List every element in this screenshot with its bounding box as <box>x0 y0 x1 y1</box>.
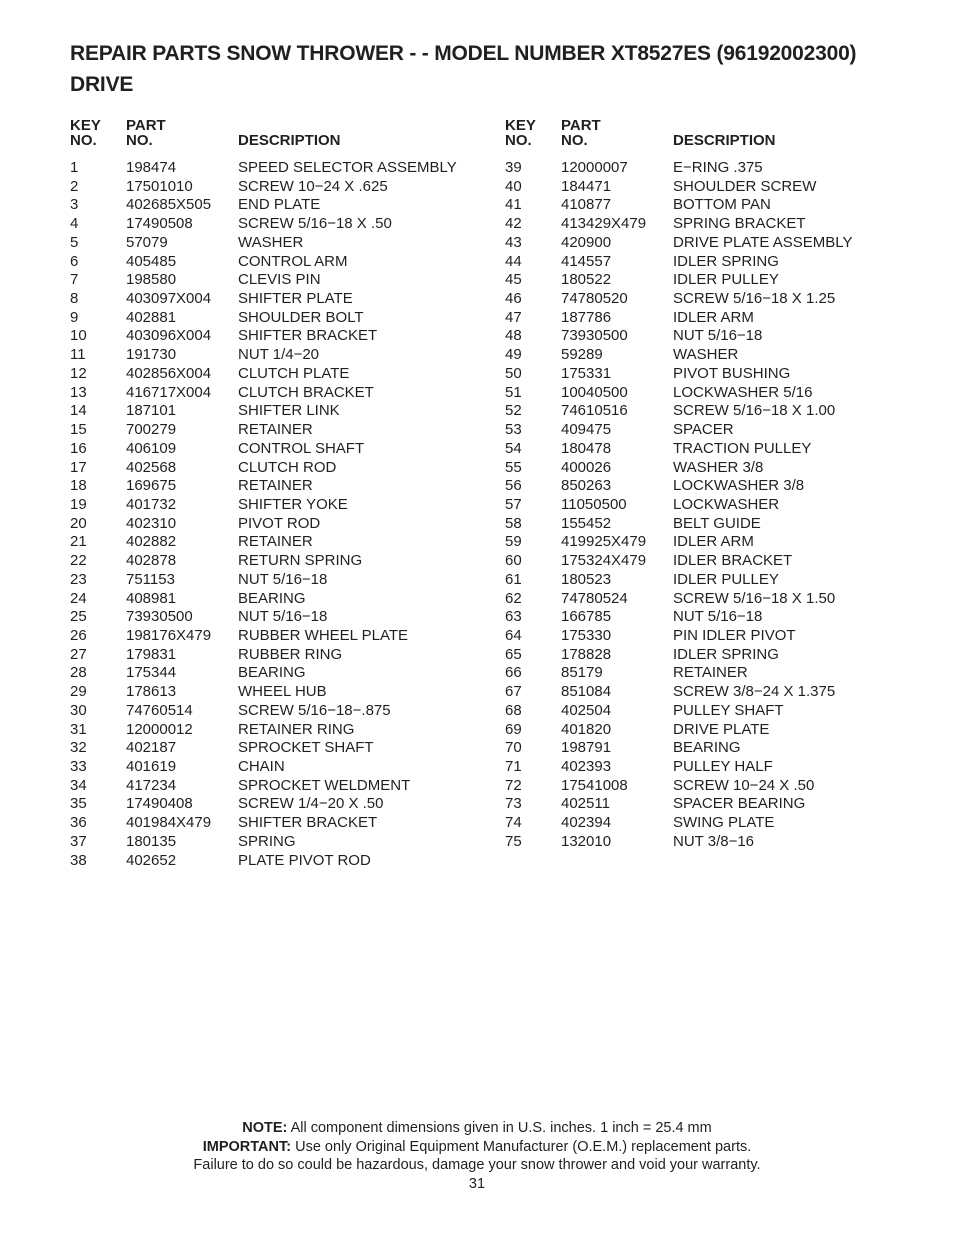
key-no-cell: 68 <box>505 701 522 719</box>
description-cell: SPACER BEARING <box>673 795 806 813</box>
key-no-cell: 75 <box>505 832 522 850</box>
description-cell: SWING PLATE <box>673 814 775 832</box>
key-no-header <box>505 118 536 148</box>
description-cell: PLATE PIVOT ROD <box>238 851 371 869</box>
page-number: 31 <box>468 1176 486 1193</box>
part-no-cell: 401732 <box>126 495 177 513</box>
description-cell: RETAINER <box>673 664 748 682</box>
description-cell: PIVOT BUSHING <box>673 364 791 382</box>
description-cell: CLUTCH BRACKET <box>238 383 374 401</box>
description-cell: CONTROL ARM <box>238 252 348 270</box>
description-cell: BEARING <box>238 589 306 607</box>
part-no-cell: 401984X479 <box>126 814 212 832</box>
part-no-cell: 401820 <box>561 720 612 738</box>
description-cell: DRIVE PLATE <box>673 720 770 738</box>
part-no-cell: 402878 <box>126 552 177 570</box>
part-no-cell: 74780524 <box>561 589 628 607</box>
key-no-cell: 69 <box>505 720 522 738</box>
description-cell: SPRING <box>238 832 296 850</box>
description-cell: SHIFTER BRACKET <box>238 327 378 345</box>
part-no-cell: 17490408 <box>126 795 193 813</box>
part-no-cell: 155452 <box>561 514 612 532</box>
page-footer <box>0 1119 954 1194</box>
key-no-cell: 44 <box>505 252 522 270</box>
part-no-cell: 851084 <box>561 683 612 701</box>
part-no-cell: 198580 <box>126 271 177 289</box>
page-title <box>70 38 930 100</box>
key-no-cell: 36 <box>70 814 87 832</box>
key-no-cell: 19 <box>70 495 87 513</box>
description-cell: SHIFTER PLATE <box>238 290 353 308</box>
description-cell: END PLATE <box>238 196 321 214</box>
key-no-cell: 18 <box>70 477 87 495</box>
part-no-cell: 11050500 <box>561 495 627 513</box>
key-no-cell: 51 <box>505 383 522 401</box>
key-no-cell: 34 <box>70 776 87 794</box>
key-no-cell: 8 <box>70 290 79 308</box>
key-no-cell: 17 <box>70 458 87 476</box>
key-no-cell: 7 <box>70 271 79 289</box>
key-no-cell: 27 <box>70 645 87 663</box>
key-no-cell: 12 <box>70 364 87 382</box>
description-cell: WASHER <box>238 233 304 251</box>
key-no-cell: 3 <box>70 196 79 214</box>
part-no-cell: 85179 <box>561 664 603 682</box>
key-no-cell: 23 <box>70 570 87 588</box>
description-cell: SHIFTER BRACKET <box>238 814 378 832</box>
description-cell: SHOULDER BOLT <box>238 308 364 326</box>
part-no-cell: 187786 <box>561 308 612 326</box>
key-no-cell: 64 <box>505 626 522 644</box>
key-no-cell: 61 <box>505 570 522 588</box>
key-header-line2: NO. <box>70 132 97 149</box>
part-no-cell: 405485 <box>126 252 177 270</box>
part-no-cell: 180135 <box>126 832 177 850</box>
key-no-cell: 40 <box>505 177 522 195</box>
part-no-cell: 409475 <box>561 421 612 439</box>
description-cell: NUT 1/4−20 <box>238 346 320 364</box>
part-header-line2: NO. <box>126 132 153 149</box>
description-cell: TRACTION PULLEY <box>673 439 812 457</box>
description-cell: SPROCKET SHAFT <box>238 739 374 757</box>
key-header-line1: KEY <box>70 117 101 134</box>
description-cell: WASHER 3/8 <box>673 458 764 476</box>
part-no-cell: 74610516 <box>561 402 628 420</box>
key-no-cell: 62 <box>505 589 522 607</box>
part-no-cell: 175331 <box>561 364 612 382</box>
part-no-cell: 402856X004 <box>126 364 212 382</box>
key-no-cell: 42 <box>505 215 522 233</box>
key-header-line2: NO. <box>505 132 532 149</box>
description-cell: RETURN SPRING <box>238 552 363 570</box>
part-no-cell: 169675 <box>126 477 177 495</box>
part-no-cell: 73930500 <box>561 327 628 345</box>
description-cell: BELT GUIDE <box>673 514 761 532</box>
part-no-cell: 73930500 <box>126 608 193 626</box>
key-no-cell: 58 <box>505 514 522 532</box>
part-no-cell: 403096X004 <box>126 327 212 345</box>
description-cell: BOTTOM PAN <box>673 196 771 214</box>
description-cell: NUT 5/16−18 <box>673 608 763 626</box>
key-no-cell: 5 <box>70 233 79 251</box>
part-no-cell: 180522 <box>561 271 612 289</box>
description-cell: CHAIN <box>238 758 285 775</box>
part-no-cell: 180523 <box>561 570 612 588</box>
description-cell: IDLER BRACKET <box>673 552 793 570</box>
key-no-cell: 45 <box>505 271 522 289</box>
part-no-cell: 175330 <box>561 626 612 644</box>
description-cell: NUT 5/16−18 <box>238 608 328 626</box>
description-cell: SCREW 5/16−18 X .50 <box>238 215 392 233</box>
description-cell: SPACER <box>673 421 734 439</box>
key-no-cell: 38 <box>70 851 87 869</box>
description-cell: SCREW 5/16−18 X 1.00 <box>673 402 836 420</box>
key-no-cell: 35 <box>70 795 87 813</box>
description-cell: IDLER ARM <box>673 308 754 326</box>
key-no-cell: 47 <box>505 308 522 326</box>
key-header-line1: KEY <box>505 117 536 134</box>
description-cell: LOCKWASHER <box>673 495 780 513</box>
part-no-cell: 12000007 <box>561 159 628 176</box>
key-no-cell: 14 <box>70 402 87 420</box>
key-no-cell: 33 <box>70 758 87 775</box>
key-no-cell: 4 <box>70 215 79 233</box>
description-cell: WASHER <box>673 346 739 364</box>
part-no-cell: 57079 <box>126 233 168 251</box>
part-no-cell: 402882 <box>126 533 177 551</box>
part-no-cell: 198474 <box>126 159 177 176</box>
part-no-cell: 402504 <box>561 701 612 719</box>
part-no-cell: 850263 <box>561 477 612 495</box>
key-no-cell: 41 <box>505 196 522 214</box>
part-no-cell: 419925X479 <box>561 533 647 551</box>
note-text: All component dimensions given in U.S. inches. 1 inch = 25.4 mm <box>287 1120 712 1136</box>
part-no-header <box>561 118 601 148</box>
part-no-cell: 403097X004 <box>126 290 212 308</box>
description-cell: CLUTCH ROD <box>238 458 337 476</box>
part-no-cell: 17501010 <box>126 177 193 195</box>
description-cell: SPROCKET WELDMENT <box>238 776 411 794</box>
part-no-cell: 132010 <box>561 832 612 850</box>
key-no-cell: 15 <box>70 421 87 439</box>
part-no-cell: 179831 <box>126 645 177 663</box>
description-cell: SPEED SELECTOR ASSEMBLY <box>238 159 457 176</box>
description-cell: LOCKWASHER 3/8 <box>673 477 805 495</box>
key-no-cell: 67 <box>505 683 522 701</box>
key-no-cell: 11 <box>70 346 86 364</box>
description-cell: SCREW 10−24 X .50 <box>673 776 815 794</box>
part-no-cell: 402187 <box>126 739 177 757</box>
part-no-cell: 402394 <box>561 814 612 832</box>
part-no-cell: 406109 <box>126 439 177 457</box>
description-cell: SCREW 10−24 X .625 <box>238 177 388 195</box>
description-cell: IDLER SPRING <box>673 252 779 270</box>
part-no-cell: 751153 <box>126 570 175 588</box>
key-no-cell: 72 <box>505 776 522 794</box>
description-header: DESCRIPTION <box>238 132 341 149</box>
key-no-cell: 22 <box>70 552 87 570</box>
key-no-cell: 59 <box>505 533 522 551</box>
description-cell: SCREW 5/16−18 X 1.25 <box>673 290 836 308</box>
note-label: NOTE: <box>242 1120 288 1136</box>
part-no-cell: 410877 <box>561 196 612 214</box>
important-label: IMPORTANT: <box>202 1138 292 1155</box>
part-no-cell: 17490508 <box>126 215 193 233</box>
description-cell: LOCKWASHER 5/16 <box>673 383 813 401</box>
description-cell: CONTROL SHAFT <box>238 439 365 457</box>
description-cell: CLEVIS PIN <box>238 271 321 289</box>
key-no-cell: 54 <box>505 439 522 457</box>
part-no-cell: 402568 <box>126 458 177 476</box>
key-no-cell: 21 <box>70 533 87 551</box>
description-cell: SHOULDER SCREW <box>673 177 817 195</box>
part-no-cell: 187101 <box>126 402 177 420</box>
description-cell: PIN IDLER PIVOT <box>673 626 796 644</box>
key-no-cell: 32 <box>70 739 87 757</box>
description-cell: RETAINER <box>238 421 313 439</box>
part-no-cell: 175324X479 <box>561 552 647 570</box>
description-cell: SPRING BRACKET <box>673 215 806 233</box>
key-no-cell: 71 <box>505 758 522 775</box>
description-cell: SHIFTER YOKE <box>238 495 348 513</box>
part-no-cell: 17541008 <box>561 776 628 794</box>
description-cell: SCREW 5/16−18−.875 <box>238 701 391 719</box>
part-no-cell: 166785 <box>561 608 612 626</box>
key-no-cell: 46 <box>505 290 522 308</box>
key-no-cell: 37 <box>70 832 87 850</box>
part-no-cell: 178828 <box>561 645 612 663</box>
key-no-cell: 56 <box>505 477 522 495</box>
part-no-cell: 402393 <box>561 758 612 775</box>
description-cell: IDLER ARM <box>673 533 754 551</box>
key-no-cell: 39 <box>505 159 522 176</box>
description-cell: E−RING .375 <box>673 159 763 176</box>
part-no-cell: 191730 <box>126 346 177 364</box>
description-cell: NUT 3/8−16 <box>673 832 755 850</box>
description-cell: SCREW 5/16−18 X 1.50 <box>673 589 836 607</box>
part-no-cell: 417234 <box>126 776 177 794</box>
description-cell: BEARING <box>238 664 306 682</box>
key-no-cell: 49 <box>505 346 522 364</box>
description-cell: NUT 5/16−18 <box>673 327 763 345</box>
key-no-cell: 57 <box>505 495 522 513</box>
description-cell: DRIVE PLATE ASSEMBLY <box>673 233 853 251</box>
part-header-line1: PART <box>561 117 601 134</box>
description-cell: WHEEL HUB <box>238 683 327 701</box>
key-no-cell: 10 <box>70 327 87 345</box>
key-no-cell: 2 <box>70 177 79 195</box>
key-no-cell: 43 <box>505 233 522 251</box>
key-no-cell: 30 <box>70 701 87 719</box>
part-no-cell: 401619 <box>126 758 177 775</box>
description-cell: RUBBER WHEEL PLATE <box>238 626 409 644</box>
part-no-cell: 414557 <box>561 252 612 270</box>
description-cell: RETAINER <box>238 477 313 495</box>
description-cell: PULLEY HALF <box>673 758 773 775</box>
part-header-line1: PART <box>126 117 166 134</box>
description-cell: IDLER PULLEY <box>673 570 779 588</box>
key-no-cell: 73 <box>505 795 522 813</box>
part-no-cell: 74760514 <box>126 701 193 719</box>
key-no-cell: 53 <box>505 421 522 439</box>
part-no-cell: 178613 <box>126 683 177 701</box>
description-cell: RUBBER RING <box>238 645 343 663</box>
part-no-cell: 59289 <box>561 346 603 364</box>
part-no-cell: 402310 <box>126 514 177 532</box>
key-no-cell: 20 <box>70 514 87 532</box>
description-cell: IDLER PULLEY <box>673 271 779 289</box>
key-no-cell: 50 <box>505 364 522 382</box>
part-no-cell: 198791 <box>561 739 612 757</box>
description-cell: NUT 5/16−18 <box>238 570 328 588</box>
key-no-header <box>70 118 101 148</box>
key-no-cell: 16 <box>70 439 87 457</box>
description-cell: IDLER SPRING <box>673 645 779 663</box>
description-cell: RETAINER <box>238 533 313 551</box>
description-cell: SHIFTER LINK <box>238 402 340 420</box>
description-cell: SCREW 3/8−24 X 1.375 <box>673 683 836 701</box>
key-no-cell: 48 <box>505 327 522 345</box>
key-no-cell: 31 <box>70 720 87 738</box>
title-line-2: DRIVE <box>70 73 134 96</box>
key-no-cell: 26 <box>70 626 87 644</box>
key-no-cell: 13 <box>70 383 87 401</box>
key-no-cell: 9 <box>70 308 79 326</box>
part-no-cell: 12000012 <box>126 720 193 738</box>
part-no-cell: 402652 <box>126 851 177 869</box>
part-no-cell: 184471 <box>561 177 612 195</box>
part-no-cell: 74780520 <box>561 290 628 308</box>
key-no-cell: 1 <box>70 159 79 176</box>
key-no-cell: 25 <box>70 608 87 626</box>
key-no-cell: 60 <box>505 552 522 570</box>
key-no-cell: 74 <box>505 814 522 832</box>
part-no-cell: 408981 <box>126 589 177 607</box>
important-line <box>0 1138 954 1157</box>
part-no-cell: 10040500 <box>561 383 628 401</box>
description-cell: RETAINER RING <box>238 720 355 738</box>
part-no-cell: 198176X479 <box>126 626 212 644</box>
key-no-cell: 6 <box>70 252 79 270</box>
key-no-cell: 24 <box>70 589 87 607</box>
description-cell: CLUTCH PLATE <box>238 364 350 382</box>
part-no-cell: 416717X004 <box>126 383 212 401</box>
key-no-cell: 52 <box>505 402 522 420</box>
part-no-cell: 402511 <box>561 795 610 813</box>
part-no-cell: 180478 <box>561 439 612 457</box>
description-cell: SCREW 1/4−20 X .50 <box>238 795 384 813</box>
title-line-1: REPAIR PARTS SNOW THROWER - - MODEL NUMBER XT8527ES (96192002300) <box>70 42 857 65</box>
part-no-cell: 400026 <box>561 458 612 476</box>
description-cell: PIVOT ROD <box>238 514 321 532</box>
part-no-header <box>126 118 166 148</box>
part-no-cell: 175344 <box>126 664 177 682</box>
description-cell: BEARING <box>673 739 741 757</box>
warning-line: Failure to do so could be hazardous, damage your snow thrower and void your warranty. <box>193 1157 761 1174</box>
important-text: Use only Original Equipment Manufacturer (O.E.M.) replacement parts. <box>291 1138 752 1155</box>
part-no-cell: 700279 <box>126 421 177 439</box>
key-no-cell: 66 <box>505 664 522 682</box>
key-no-cell: 28 <box>70 664 87 682</box>
part-no-cell: 402685X505 <box>126 196 212 214</box>
part-no-cell: 402881 <box>126 308 177 326</box>
part-no-cell: 420900 <box>561 233 612 251</box>
key-no-cell: 63 <box>505 608 522 626</box>
key-no-cell: 65 <box>505 645 522 663</box>
note-line <box>0 1119 954 1138</box>
description-cell: PULLEY SHAFT <box>673 701 784 719</box>
part-header-line2: NO. <box>561 132 588 149</box>
part-no-cell: 413429X479 <box>561 215 647 233</box>
key-no-cell: 29 <box>70 683 87 701</box>
key-no-cell: 55 <box>505 458 522 476</box>
description-header: DESCRIPTION <box>673 132 776 149</box>
key-no-cell: 70 <box>505 739 522 757</box>
